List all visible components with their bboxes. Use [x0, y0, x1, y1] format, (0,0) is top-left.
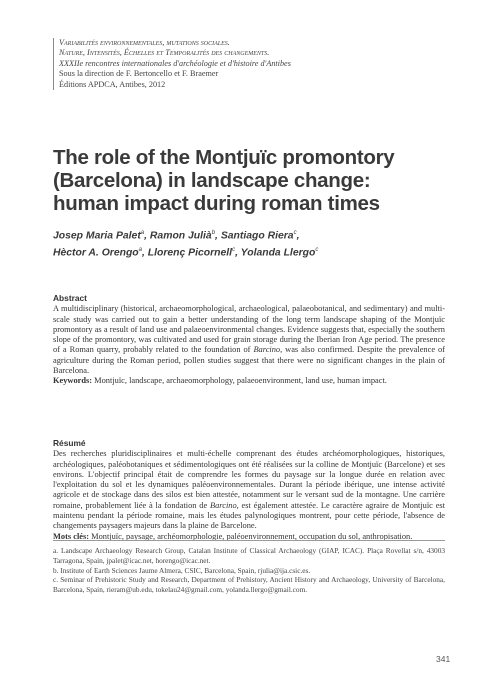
footnote-a: a. Landscape Archaeology Research Group, Catalan Institute of Classical Archaeology (GIAP, ICAC). Plaça Rovellat s/n, 43003 Tarragona, Spain, jpalet@icac.net, horengo@icac.net.: [53, 546, 445, 565]
author-separator: ,: [215, 230, 221, 242]
author-name: Yolanda Llergo: [240, 247, 316, 259]
author-affiliation-mark: a: [138, 247, 142, 254]
author-separator: ,: [235, 247, 241, 259]
author-list: [53, 226, 453, 261]
abstract-text-part: A multidisciplinary (historical, archaeomorphological, archaeological, palaeobotanical, and sedimentary) and multi-scale study was carried out to gain a better understanding of the long term landscape shaping of the Montjuïc promontory as a result of land use and palaeoenvironmental changes. Evidence suggests that, especially the southern slope of the promontory, was cultivated and used for grain storage during the Iberian Iron Age period. The presence of a Roman quarry, probably related to the foundation of: [53, 304, 445, 355]
series-line-1: Variabilités environnementales, mutations sociales.: [59, 38, 230, 47]
keywords-label: Keywords:: [53, 376, 93, 386]
mots-cles-label: Mots clés:: [53, 531, 90, 541]
author-name: Ramon Julià: [149, 230, 212, 242]
title-line-3: human impact during roman times: [53, 192, 380, 215]
series-line-5: Éditions APDCA, Antibes, 2012: [59, 79, 166, 89]
author-separator: ,: [296, 230, 300, 242]
abstract-section: [53, 293, 445, 387]
title-line-1: The role of the Montjuïc promontory: [53, 146, 395, 169]
author-name: Josep Maria Palet: [53, 230, 141, 242]
page-number: 341: [436, 654, 451, 664]
publication-series-header: [53, 38, 451, 90]
resume-text-part: Des recherches pluridisciplinaires et multi-échelle comprenant des études archéomorphologiques, historiques, archéologiques, paléobotaniques et sédimentologiques ont été réalisées sur la colline de Montjuïc (Barcelone) et ses environs. L'objectif principal était de comprendre les formes du paysage sur la longue durée en relation avec l'exploitation du sol et les dynamiques paléoenvironnementales. Durant la période ibérique, une intense activité agricole et de stockage dans des silos est bien attestée, notamment sur le versant sud de la montagne. Une carrière romaine, probablement liée à la fondation de: [53, 449, 445, 510]
resume-text-part: , est également attestée. Le caractère agraire de Montjuïc est maintenu pendant la période romaine, mais les études palynologiques montrent, pour cette période, l'absence de changements paysagers majeurs dans la plaine de Barcelone.: [53, 500, 445, 531]
keywords-text: Montjuïc, landscape, archaeomorphology, palaeoenvironment, land use, human impact.: [92, 376, 387, 386]
mots-cles-text: Montjuïc, paysage, archéomorphologie, paléoenvironnement, occupation du sol, anthropisation.: [89, 531, 413, 541]
footnote-b: b. Institute of Earth Sciences Jaume Almera, CSIC, Barcelona, Spain, rjulia@ija.csic.es.: [53, 565, 311, 575]
paper-title: [53, 146, 453, 215]
resume-italic-term: Barcino: [209, 500, 237, 510]
title-line-2: (Barcelona) in landscape change:: [53, 169, 371, 192]
author-affiliation-mark: c: [293, 230, 297, 236]
abstract-italic-term: Barcino: [253, 345, 281, 355]
author-separator: ,: [144, 230, 150, 242]
resume-section: [53, 438, 445, 542]
footnote-divider: [53, 540, 445, 541]
abstract-text: [53, 304, 445, 375]
abstract-heading: Abstract: [53, 293, 87, 303]
abstract-text-part: , was also confirmed. Despite the prevalence of agriculture during the Roman period, pollen studies suggest that there were no significant changes in the plain of Barcelona.: [53, 345, 445, 376]
footnotes: [53, 546, 445, 595]
author-affiliation-mark: b: [211, 230, 216, 236]
footnote-c: c. Seminar of Prehistoric Study and Research, Department of Prehistory, Ancient History and Archaeology, University of Barcelona, Barcelona, Spain, rieram@ub.edu, tokelau24@gmail.com, yolanda.llergo@gmail.com.: [53, 575, 445, 595]
resume-heading: Résumé: [53, 438, 86, 448]
author-separator: ,: [141, 247, 148, 259]
series-line-3: XXXIIe rencontres internationales d'archéologie et d'histoire d'Antibes: [59, 58, 291, 68]
series-line-4: Sous la direction de F. Bertoncello et F. Braemer: [59, 69, 219, 79]
author-affiliation-mark: a: [140, 230, 145, 236]
resume-text: [53, 449, 445, 530]
series-line-2: Nature, Intensités, Échelles et Temporalités des changements.: [59, 48, 270, 58]
author-affiliation-mark: c: [232, 247, 236, 254]
author-affiliation-mark: c: [315, 247, 319, 254]
author-name: Hèctor A. Orengo: [53, 247, 139, 259]
author-name: Santiago Riera: [220, 230, 294, 242]
author-name: Llorenç Picornell: [147, 247, 233, 259]
